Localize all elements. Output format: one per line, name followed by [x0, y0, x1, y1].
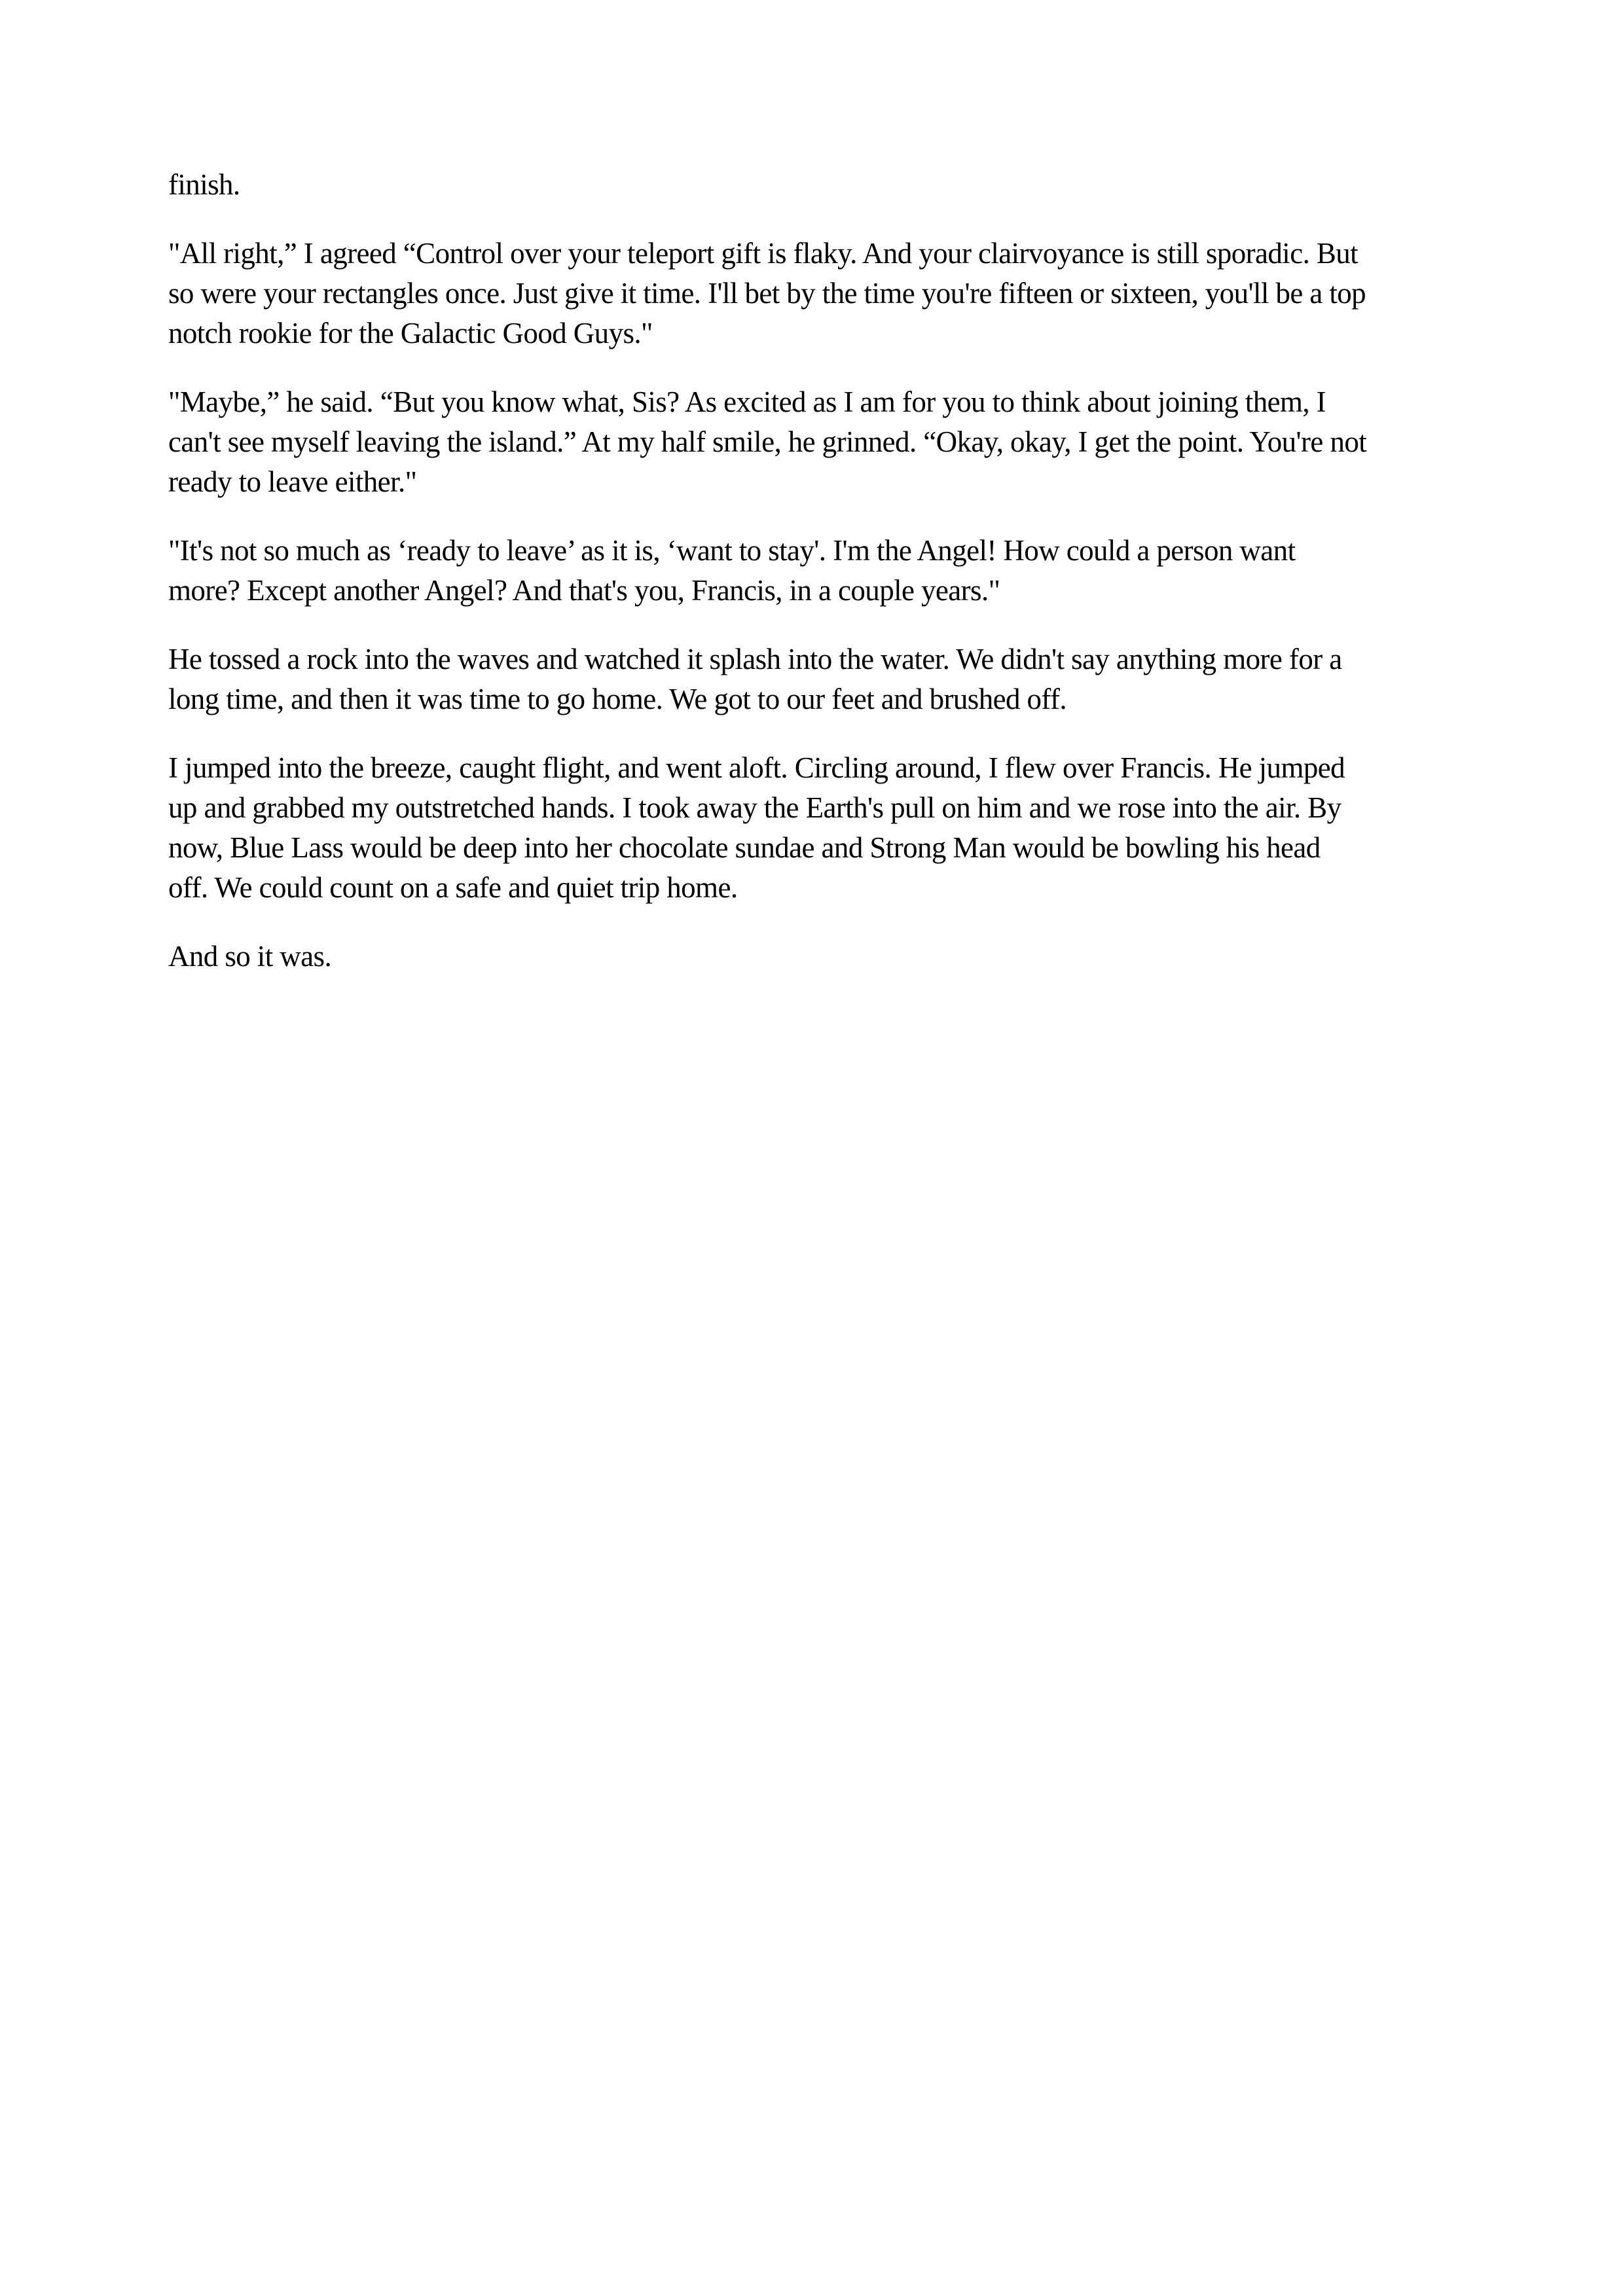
paragraph-2: "All right,” I agreed “Control over your teleport gift is flaky. And your clairvoyance is still sporadic. But so were your rectangles once. Just give it time. I'll bet by the time you're fifteen or sixteen, you'll be a top notch rookie for the Galactic Good Guys." — [168, 237, 1366, 350]
paragraph-3: "Maybe,” he said. “But you know what, Sis? As excited as I am for you to think about joining them, I can't see myself leaving the island.” At my half smile, he grinned. “Okay, okay, I get the point. You're not ready to leave either." — [168, 386, 1367, 498]
paragraph-6: I jumped into the breeze, caught flight, and went aloft. Circling around, I flew over Francis. He jumped up and grabbed my outstretched hands. I took away the Earth's pull on him and we rose into the air. By now, Blue Lass would be deep into her chocolate sundae and Strong Man would be bowling his head off. We could count on a safe and quiet trip home. — [168, 751, 1345, 904]
paragraph-5: He tossed a rock into the waves and watched it splash into the water. We didn't say anything more for a long time, and then it was time to go home. We got to our feet and brushed off. — [168, 643, 1342, 715]
paragraph-4: "It's not so much as ‘ready to leave’ as it is, ‘want to stay'. I'm the Angel! How could a person want more? Except another Angel? And that's you, Francis, in a couple years." — [168, 534, 1296, 607]
body-text — [168, 165, 1471, 1005]
paragraph-1: finish. — [168, 168, 240, 201]
paragraph-7: And so it was. — [168, 940, 332, 973]
